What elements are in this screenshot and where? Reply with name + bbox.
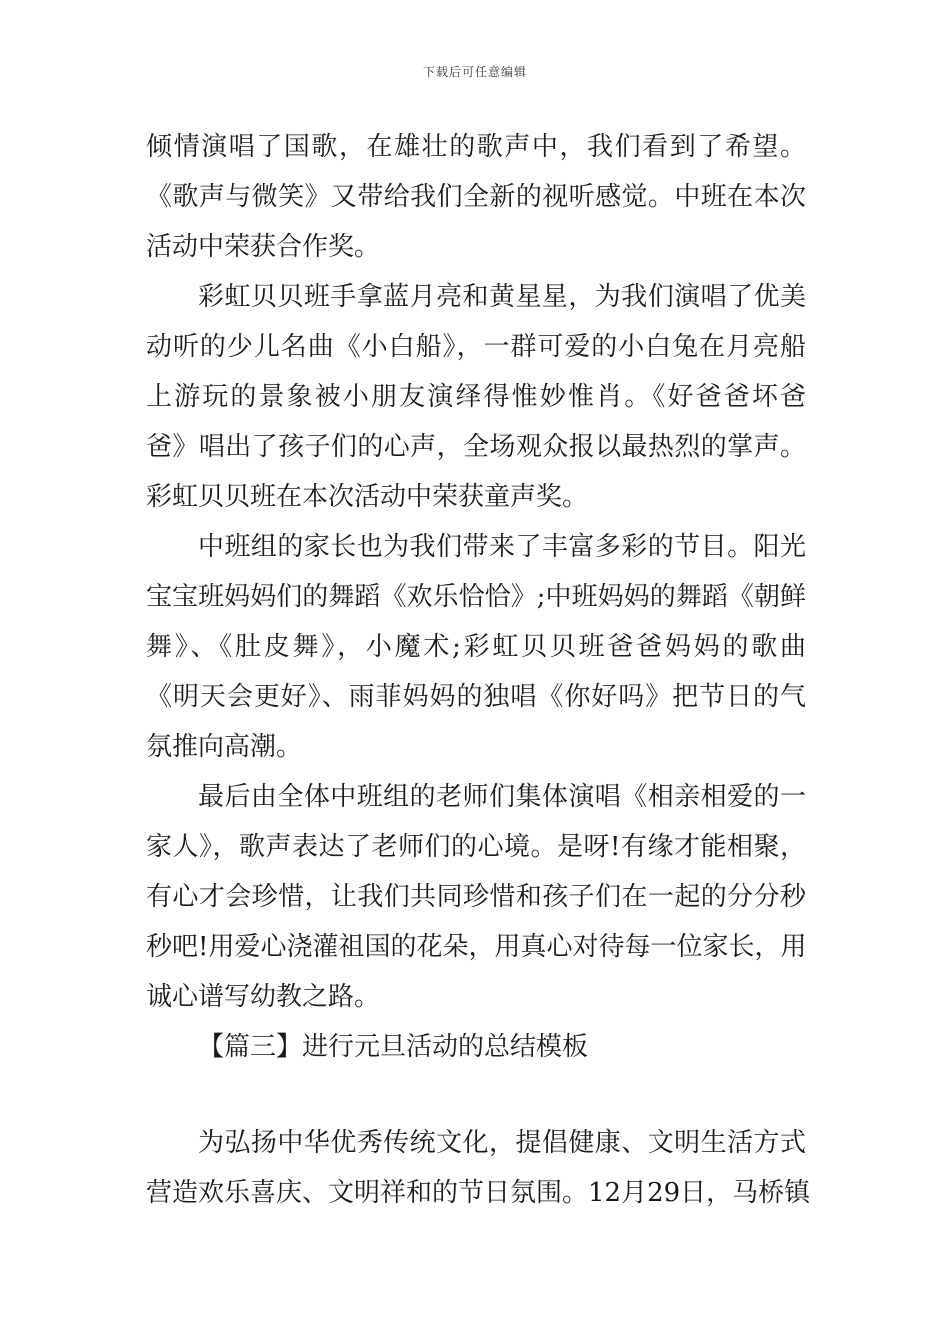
text-line: 家人》，歌声表达了老师们的心境。是呀!有缘才能相聚，	[146, 832, 806, 862]
paragraph	[146, 1118, 811, 1218]
text-line: 《明天会更好》、雨菲妈妈的独唱《你好吗》把节日的气	[146, 682, 806, 712]
paragraph	[146, 272, 806, 522]
text-line: 彩虹贝贝班手拿蓝月亮和黄星星，为我们演唱了优美	[198, 282, 806, 312]
page-header-note: 下载后可任意编辑	[422, 65, 527, 79]
text-line: 中班组的家长也为我们带来了丰富多彩的节目。阳光	[198, 532, 806, 562]
text-line: 舞》、《肚皮舞》，小魔术;彩虹贝贝班爸爸妈妈的歌曲	[146, 632, 806, 662]
text-line: 最后由全体中班组的老师们集体演唱《相亲相爱的一	[198, 782, 806, 812]
blank-line	[146, 1072, 806, 1118]
text-line: 为弘扬中华优秀传统文化，提倡健康、文明生活方式	[198, 1128, 806, 1158]
section-heading: 【篇三】进行元旦活动的总结模板	[198, 1032, 589, 1062]
paragraph	[146, 122, 806, 272]
text-line: 活动中荣获合作奖。	[146, 232, 381, 262]
text-line: 诚心谱写幼教之路。	[146, 982, 381, 1012]
text-line: 《歌声与微笑》又带给我们全新的视听感觉。中班在本次	[146, 182, 806, 212]
paragraph	[146, 772, 806, 1022]
text-line: 有心才会珍惜，让我们共同珍惜和孩子们在一起的分分秒	[146, 882, 806, 912]
document-body	[146, 122, 811, 1218]
paragraph	[146, 522, 806, 772]
text-line: 倾情演唱了国歌，在雄壮的歌声中，我们看到了希望。	[146, 132, 806, 162]
text-line: 秒吧!用爱心浇灌祖国的花朵，用真心对待每一位家长，用	[146, 932, 807, 962]
text-line: 营造欢乐喜庆、文明祥和的节日氛围。12月29日，马桥镇	[146, 1178, 811, 1208]
text-line: 动听的少儿名曲《小白船》，一群可爱的小白兔在月亮船	[146, 332, 806, 362]
text-line: 爸》唱出了孩子们的心声，全场观众报以最热烈的掌声。	[146, 432, 806, 462]
text-line: 彩虹贝贝班在本次活动中荣获童声奖。	[146, 482, 589, 512]
text-line: 氛推向高潮。	[146, 732, 303, 762]
text-line: 上游玩的景象被小朋友演绎得惟妙惟肖。《好爸爸坏爸	[146, 382, 806, 412]
text-line: 宝宝班妈妈们的舞蹈《欢乐恰恰》;中班妈妈的舞蹈《朝鲜	[146, 582, 806, 612]
